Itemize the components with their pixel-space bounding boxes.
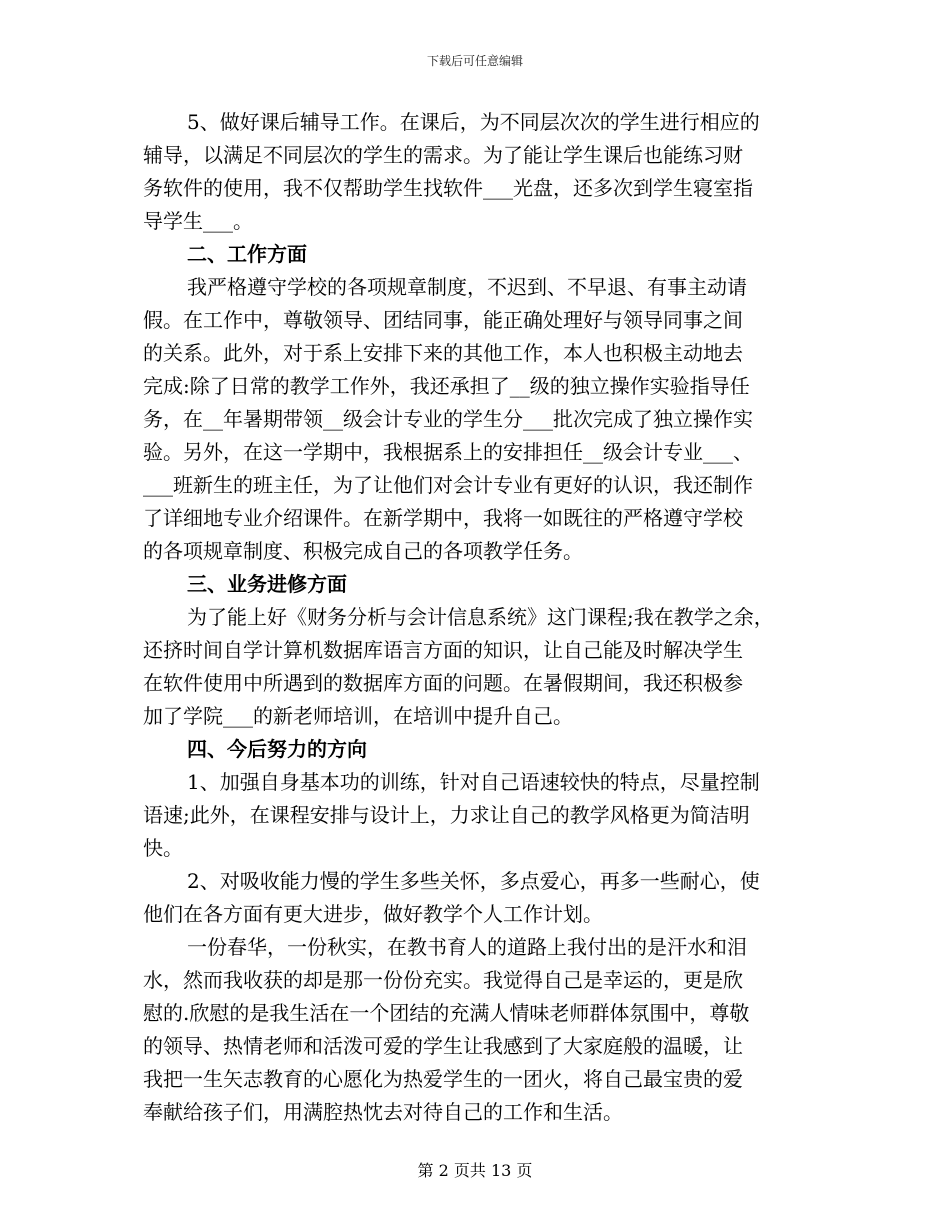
paragraph-line: 加了学院___的新老师培训，在培训中提升自己。: [143, 704, 573, 728]
paragraph-line: 了详细地专业介绍课件。在新学期中，我将一如既往的严格遵守学校: [143, 506, 743, 530]
paragraph-line: 辅导，以满足不同层次的学生的需求。为了能让学生课后也能练习财: [143, 143, 743, 167]
paragraph-line: 在软件使用中所遇到的数据库方面的问题。在暑假期间，我还积极参: [143, 671, 743, 695]
paragraph-line: 一份春华，一份秋实，在教书育人的道路上我付出的是汗水和泪: [187, 935, 747, 959]
section-heading: 三、业务进修方面: [187, 572, 347, 596]
paragraph-line: ___班新生的班主任，为了让他们对会计专业有更好的认识，我还制作: [143, 473, 753, 497]
paragraph-line: 务软件的使用，我不仅帮助学生找软件___光盘，还多次到学生寝室指: [143, 176, 753, 200]
paragraph-line: 水，然而我收获的却是那一份份充实。我觉得自己是幸运的，更是欣: [143, 968, 743, 992]
paragraph-line: 的关系。此外，对于系上安排下来的其他工作，本人也积极主动地去: [143, 341, 743, 365]
section-heading: 二、工作方面: [187, 242, 307, 266]
paragraph-line: 导学生___。: [143, 209, 253, 233]
paragraph-line: 快。: [143, 836, 183, 860]
page-number: 第 2 页共 13 页: [417, 1161, 533, 1180]
paragraph-line: 务，在__年暑期带领__级会计专业的学生分___批次完成了独立操作实: [143, 407, 753, 431]
paragraph-line: 还挤时间自学计算机数据库语言方面的知识，让自己能及时解决学生: [143, 638, 743, 662]
paragraph-line: 5、做好课后辅导工作。在课后，为不同层次次的学生进行相应的: [187, 110, 760, 134]
page-header: 下载后可任意编辑: [426, 54, 523, 68]
paragraph-line: 我严格遵守学校的各项规章制度，不迟到、不早退、有事主动请: [187, 275, 747, 299]
paragraph-line: 1、加强自身基本功的训练，针对自己语速较快的特点，尽量控制: [187, 770, 760, 794]
paragraph-line: 慰的.欣慰的是我生活在一个团结的充满人情味老师群体氛围中，尊敬: [143, 1001, 750, 1025]
section-heading: 四、今后努力的方向: [187, 737, 367, 761]
document-body: [143, 106, 807, 1129]
paragraph-line: 他们在各方面有更大进步，做好教学个人工作计划。: [143, 902, 603, 926]
paragraph-line: 我把一生矢志教育的心愿化为热爱学生的一团火，将自己最宝贵的爱: [143, 1067, 743, 1091]
paragraph-line: 为了能上好《财务分析与会计信息系统》这门课程;我在教学之余，: [187, 605, 774, 629]
paragraph-line: 的领导、热情老师和活泼可爱的学生让我感到了大家庭般的温暖，让: [143, 1034, 743, 1058]
paragraph-line: 假。在工作中，尊敬领导、团结同事，能正确处理好与领导同事之间: [143, 308, 743, 332]
paragraph-line: 完成:除了日常的教学工作外，我还承担了__级的独立操作实验指导任: [143, 374, 750, 398]
paragraph-line: 奉献给孩子们，用满腔热忱去对待自己的工作和生活。: [143, 1100, 623, 1124]
paragraph-line: 的各项规章制度、积极完成自己的各项教学任务。: [143, 539, 583, 563]
paragraph-line: 语速;此外，在课程安排与设计上，力求让自己的教学风格更为简洁明: [143, 803, 750, 827]
paragraph-line: 2、对吸收能力慢的学生多些关怀，多点爱心，再多一些耐心，使: [187, 869, 760, 893]
paragraph-line: 验。另外，在这一学期中，我根据系上的安排担任__级会计专业___、: [143, 440, 753, 464]
